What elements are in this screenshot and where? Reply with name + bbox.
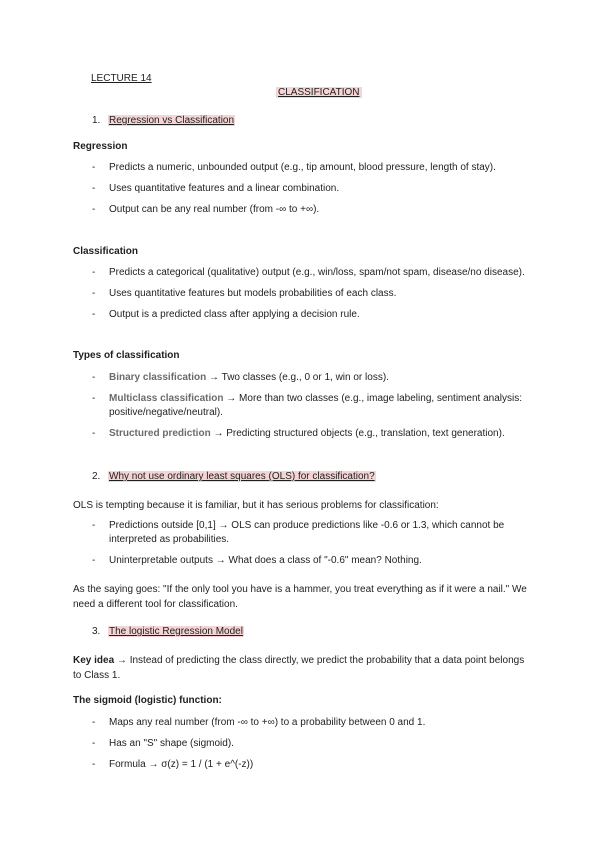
list-item-text: Uninterpretable outputs → What does a class of "-0.6" mean? Nothing. [109, 555, 422, 566]
term-description: → Predicting structured objects (e.g., translation, text generation). [210, 428, 505, 439]
section-title: The logistic Regression Model [109, 626, 243, 637]
section-number: 1. [92, 115, 101, 126]
dash-bullet: - [92, 759, 96, 770]
dash-bullet: - [92, 738, 96, 749]
dash-bullet: - [92, 183, 96, 194]
list-item [92, 519, 532, 547]
dash-bullet: - [92, 428, 96, 439]
list-item [92, 203, 532, 217]
section-title: Regression vs Classification [109, 115, 235, 126]
dash-bullet: - [92, 309, 96, 320]
regression-heading: Regression [73, 141, 128, 152]
dash-bullet: - [92, 717, 96, 728]
list-item [92, 427, 532, 441]
list-item-text: Output can be any real number (from -∞ to +∞). [109, 204, 320, 215]
section-number: 2. [92, 471, 101, 482]
list-item [92, 266, 532, 280]
term-description: → More than two classes (e.g., image labeling, sentiment analysis: positive/negative/neutral). [109, 393, 522, 418]
list-item [92, 371, 532, 385]
section-number: 3. [92, 626, 101, 637]
list-item [92, 161, 532, 175]
list-item [92, 308, 532, 322]
ols-list [92, 519, 532, 575]
classification-list [92, 266, 532, 329]
dash-bullet: - [92, 267, 96, 278]
list-item [92, 737, 532, 751]
types-heading: Types of classification [73, 350, 180, 361]
list-item-text: Output is a predicted class after applying a decision rule. [109, 309, 360, 320]
dash-bullet: - [92, 520, 96, 531]
list-item [92, 392, 532, 420]
regression-list [92, 161, 532, 224]
term-label: Binary classification [109, 372, 207, 383]
term-label: Structured prediction [109, 428, 211, 439]
key-idea-text: → Instead of predicting the class directly, we predict the probability that a data point belongs to Class 1. [73, 655, 525, 681]
list-item-text: Uses quantitative features but models probabilities of each class. [109, 288, 397, 299]
key-idea-label: Key idea [73, 655, 115, 666]
dash-bullet: - [92, 288, 96, 299]
formula-text: Formula → σ(z) = 1 / (1 + e^(-z)) [109, 759, 254, 770]
page-title: CLASSIFICATION [278, 87, 360, 98]
section-title: Why not use ordinary least squares (OLS) for classification? [109, 471, 375, 482]
sigmoid-list [92, 716, 532, 779]
dash-bullet: - [92, 555, 96, 566]
term-description: → Two classes (e.g., 0 or 1, win or loss). [206, 372, 389, 383]
section-heading-2 [92, 471, 376, 482]
dash-bullet: - [92, 204, 96, 215]
dash-bullet: - [92, 393, 96, 404]
ols-saying: As the saying goes: "If the only tool you have is a hammer, you treat everything as if it were a nail." We need a different tool for classification. [73, 584, 527, 610]
classification-heading: Classification [73, 246, 139, 257]
list-item-text: Predicts a categorical (qualitative) output (e.g., win/loss, spam/not spam, disease/no disease). [109, 267, 525, 278]
key-idea-paragraph [73, 653, 533, 683]
ols-intro: OLS is tempting because it is familiar, but it has serious problems for classification: [73, 500, 439, 511]
list-item [92, 716, 532, 730]
list-item [92, 554, 532, 568]
section-heading-3 [92, 626, 244, 637]
sigmoid-heading: The sigmoid (logistic) function: [73, 695, 222, 706]
list-item-text: Uses quantitative features and a linear combination. [109, 183, 340, 194]
list-item-text: Has an "S" shape (sigmoid). [109, 738, 234, 749]
lecture-label: LECTURE 14 [91, 73, 152, 84]
list-item [92, 287, 532, 301]
dash-bullet: - [92, 162, 96, 173]
types-list [92, 371, 532, 448]
list-item-text: Maps any real number (from -∞ to +∞) to a probability between 0 and 1. [109, 717, 426, 728]
term-label: Multiclass classification [109, 393, 224, 404]
section-heading-1 [92, 115, 235, 126]
list-item [92, 758, 532, 772]
list-item-text: Predicts a numeric, unbounded output (e.g., tip amount, blood pressure, length of stay). [109, 162, 496, 173]
list-item [92, 182, 532, 196]
dash-bullet: - [92, 372, 96, 383]
list-item-text: Predictions outside [0,1] → OLS can produce predictions like -0.6 or 1.3, which cannot be interpreted as probabilities. [109, 520, 505, 545]
